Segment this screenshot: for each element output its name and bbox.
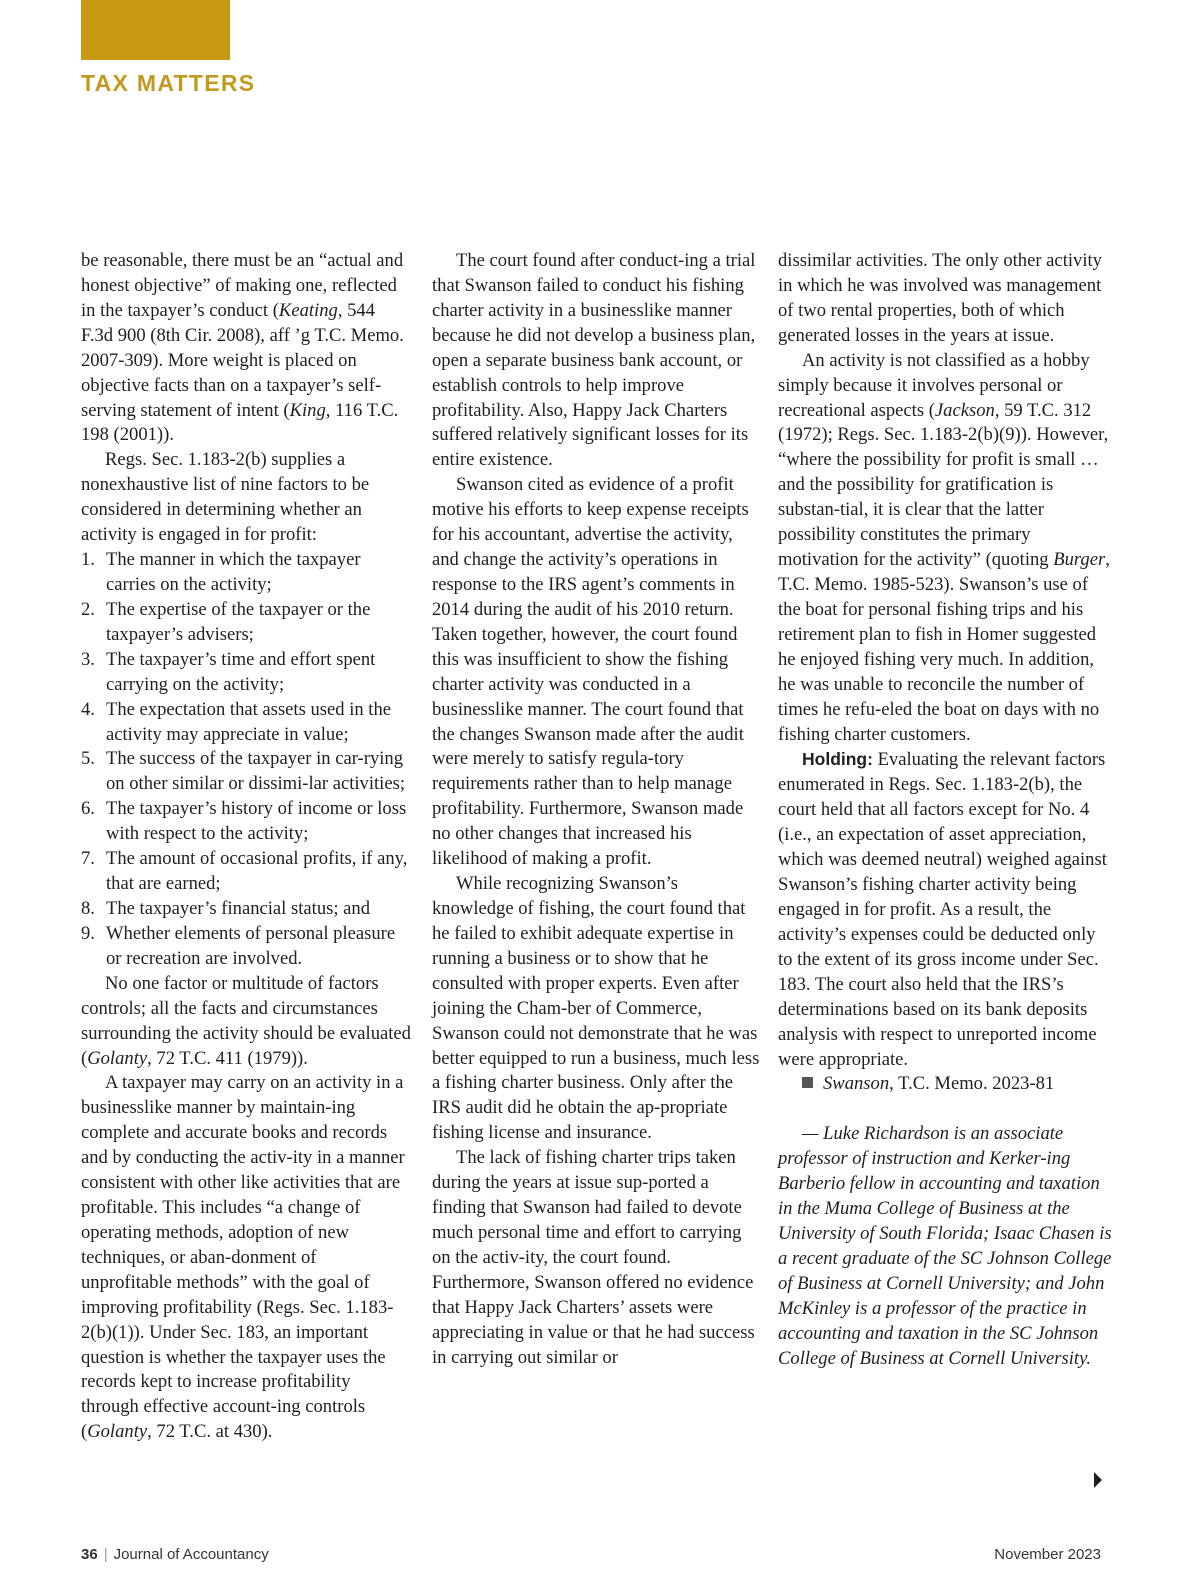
page-number: 36 bbox=[81, 1546, 98, 1563]
case-name: Jackson bbox=[934, 399, 995, 421]
paragraph: Regs. Sec. 1.183-2(b) supplies a nonexhaustive list of nine factors to be considered in determining whether an activity is engaged in for profit: bbox=[81, 449, 370, 546]
case-name: Swanson bbox=[823, 1073, 890, 1095]
text-column-2 bbox=[432, 249, 762, 1370]
list-item: 5. The success of the taxpayer in car-rying on other similar or dissimi-lar activities; bbox=[81, 748, 405, 795]
holding-label: Holding: bbox=[802, 749, 873, 770]
list-item: 9. Whether elements of personal pleasure or recreation are involved. bbox=[81, 922, 396, 969]
list-item: 3. The taxpayer’s time and effort spent carrying on the activity; bbox=[81, 648, 376, 695]
list-item: 8. The taxpayer’s financial status; and bbox=[81, 897, 371, 919]
case-name: King bbox=[289, 399, 326, 421]
section-title: TAX MATTERS bbox=[81, 70, 256, 96]
text-column-1 bbox=[81, 249, 411, 1445]
paragraph: While recognizing Swanson’s knowledge of fishing, the court found that he failed to exhibit adequate expertise in running a business or to show that he consulted with proper experts. Even after joining the Cham-ber of Commerce, Swanson could not demonstrate that he was better equipped to run a business, much less a fishing charter business. Only after the IRS audit did he obtain the ap-propriate fishing license and insurance. bbox=[432, 873, 760, 1144]
header-accent-band bbox=[81, 0, 230, 60]
paragraph: No one factor or multitude of factors controls; all the facts and circumstances surrounding the activity should be evaluated (Golanty, 72 T.C. 411 (1979)). bbox=[81, 972, 411, 1069]
issue-date: November 2023 bbox=[994, 1546, 1101, 1563]
case-name: Keating bbox=[278, 299, 338, 321]
holding-paragraph: Holding: Evaluating the relevant factors enumerated in Regs. Sec. 1.183-2(b), the court held that all factors except for No. 4 (i.e., an expectation of asset appreciation, which was deemed neutral) weighed against Swanson’s fishing charter activity being engaged in for profit. As a result, the activity’s expenses could be deducted only to the extent of its gross income under Sec. 183. The court also held that the IRS’s determinations based on its bank deposits analysis with respect to unreported income were appropriate. bbox=[778, 749, 1107, 1070]
continue-arrow-icon bbox=[1094, 1472, 1102, 1488]
paragraph: be reasonable, there must be an “actual and honest objective” of making one, reflected in the taxpayer’s conduct (Keating, 544 F.3d 900 (8th Cir. 2008), aff ’g T.C. Memo. 2007-309). More weight is placed on objective facts than on a taxpayer’s self-serving statement of intent (King, 116 T.C. 198 (2001)). bbox=[81, 250, 404, 446]
paragraph: A taxpayer may carry on an activity in a businesslike manner by maintain-ing complete and accurate books and records and by conducting the activ-ity in a manner consistent with other like activities that are profitable. This includes “a change of operating methods, adoption of new techniques, or aban-donment of unprofitable methods” with the goal of improving profitability (Regs. Sec. 1.183-2(b)(1)). Under Sec. 183, an important question is whether the taxpayer uses the records kept to increase profitability through effective account-ing controls (Golanty, 72 T.C. at 430). bbox=[81, 1072, 405, 1443]
list-item: 2. The expertise of the taxpayer or the taxpayer’s advisers; bbox=[81, 598, 371, 645]
paragraph: The court found after conduct-ing a trial that Swanson failed to conduct his fishing charter activity in a businesslike manner because he did not develop a business plan, open a separate business bank account, or establish controls to help improve profitability. Also, Happy Jack Charters suffered relatively significant losses for its entire existence. bbox=[432, 250, 756, 471]
case-name: Golanty bbox=[87, 1421, 148, 1443]
case-name: Golanty bbox=[87, 1047, 148, 1069]
list-item: 6. The taxpayer’s history of income or loss with respect to the activity; bbox=[81, 798, 407, 845]
paragraph: The lack of fishing charter trips taken during the years at issue sup-ported a finding that Swanson had failed to devote much personal time and effort to carrying on the activ-ity, the court found. Furthermore, Swanson offered no evidence that Happy Jack Charters’ assets were appreciating in value or that he had success in carrying out similar or bbox=[432, 1147, 755, 1368]
paragraph: dissimilar activities. The only other activity in which he was involved was management of two rental properties, both of which generated losses in the years at issue. bbox=[778, 250, 1102, 346]
text-column-3 bbox=[778, 249, 1114, 1372]
list-item: 1. The manner in which the taxpayer carries on the activity; bbox=[81, 549, 361, 595]
case-citation: Swanson, T.C. Memo. 2023-81 bbox=[778, 1072, 1114, 1097]
factors-list bbox=[81, 548, 411, 972]
footer-left bbox=[81, 1546, 269, 1563]
list-item: 7. The amount of occasional profits, if any, that are earned; bbox=[81, 848, 408, 895]
author-bio: — Luke Richardson is an associate professor of instruction and Kerker-ing Barberio fellow in accounting and taxation in the Muma College of Business at the University of South Florida; Isaac Chasen is a recent graduate of the SC Johnson College of Business at Cornell University; and John McKinley is a professor of the practice in accounting and taxation in the SC Johnson College of Business at Cornell University. bbox=[778, 1123, 1112, 1369]
paragraph: An activity is not classified as a hobby simply because it involves personal or recreational aspects (Jackson, 59 T.C. 312 (1972); Regs. Sec. 1.183-2(b)(9)). However, “where the possibility for profit is small … and the possibility for gratification is substan-tial, it is clear that the latter possibility constitutes the primary motivation for the activity” (quoting Burger, T.C. Memo. 1985-523). Swanson’s use of the boat for personal fishing trips and his retirement plan to fish in Homer suggested he enjoyed fishing very much. In addition, he was unable to reconcile the number of times he refu-eled the boat on days with no fishing charter customers. bbox=[778, 349, 1110, 745]
list-item: 4. The expectation that assets used in the activity may appreciate in value; bbox=[81, 698, 392, 745]
footer-separator: | bbox=[103, 1546, 108, 1563]
case-name: Burger bbox=[1053, 549, 1106, 571]
end-square-icon bbox=[802, 1077, 813, 1088]
publication-name: Journal of Accountancy bbox=[113, 1546, 269, 1563]
paragraph: Swanson cited as evidence of a profit motive his efforts to keep expense receipts for his accountant, advertise the activity, and change the activity’s operations in response to the IRS agent’s comments in 2014 during the audit of his 2010 return. Taken together, however, the court found this was insufficient to show the fishing charter activity was conducted in a businesslike manner. The court found that the changes Swanson made after the audit were merely to satisfy regula-tory requirements rather than to help manage profitability. Furthermore, Swanson made no other changes that increased his likelihood of making a profit. bbox=[432, 474, 749, 870]
